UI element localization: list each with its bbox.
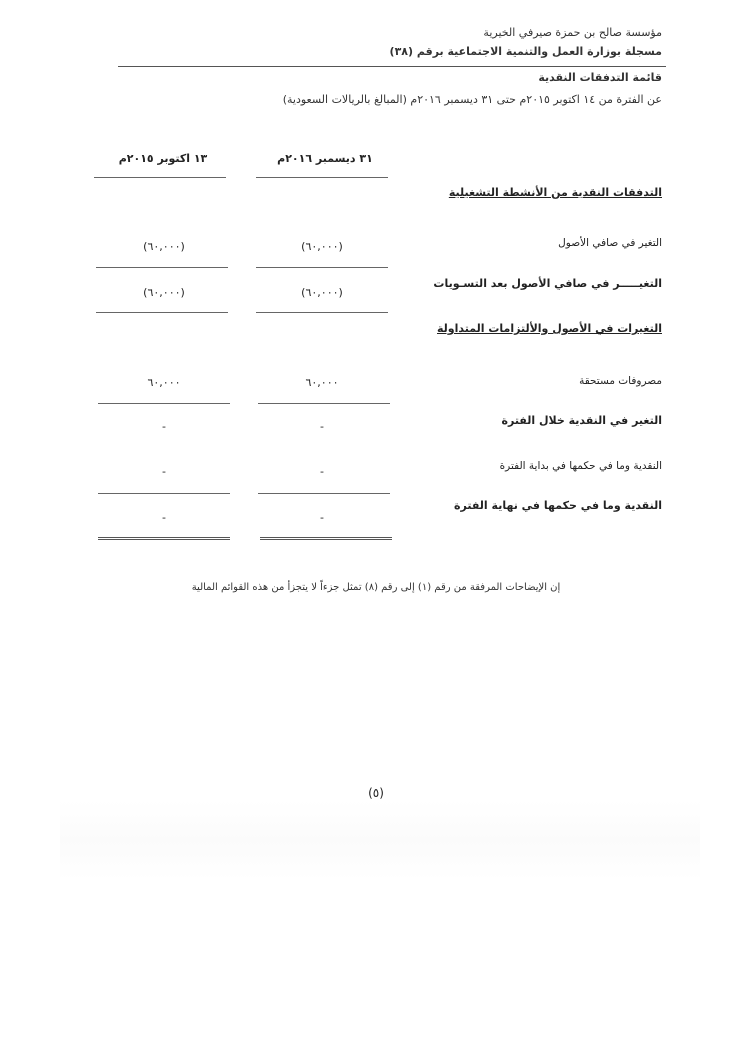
row-value-prior: (٦٠,٠٠٠): [143, 240, 185, 253]
row-value-prior: ٦٠,٠٠٠: [147, 376, 181, 389]
column-header-current: ٣١ ديسمبر ٢٠١٦م: [277, 152, 373, 165]
row-value-prior: (٦٠,٠٠٠): [143, 286, 185, 299]
row-value-current: ٦٠,٠٠٠: [305, 376, 339, 389]
column-header-underline: [256, 177, 388, 178]
column-header-prior: ١٣ اكتوبر ٢٠١٥م: [118, 152, 208, 165]
header-divider: [118, 66, 666, 67]
row-rule: [256, 267, 388, 268]
row-rule: [98, 493, 230, 494]
row-label: التغير في النقدية خلال الفترة: [501, 414, 662, 427]
row-label: التغيـــــر في صافي الأصول بعد التسـويات: [433, 277, 662, 290]
organization-name: مؤسسة صالح بن حمزة صيرفي الخيرية: [483, 26, 662, 39]
row-value-current: (٦٠,٠٠٠): [301, 240, 343, 253]
row-rule: [256, 312, 388, 313]
page-number: (٥): [368, 786, 384, 800]
period-line: عن الفترة من ١٤ اكتوبر ٢٠١٥م حتى ٣١ ديسمبر ٢٠١٦م (المبالغ بالريالات السعودية): [282, 93, 662, 106]
row-label: النقدية وما في حكمها في نهاية الفترة: [454, 499, 662, 512]
row-label: النقدية وما في حكمها في بداية الفترة: [499, 460, 662, 472]
row-rule: [258, 403, 390, 404]
row-value-prior: -: [162, 465, 166, 478]
row-label: مصروفات مستحقة: [579, 375, 662, 387]
total-double-rule: [98, 537, 230, 540]
column-header-underline: [94, 177, 226, 178]
row-label: التغير في صافي الأصول: [558, 237, 662, 249]
row-rule: [96, 312, 228, 313]
total-double-rule: [260, 537, 392, 540]
section-current-assets-liabilities: التغيرات في الأصول والألتزامات المتداولة: [437, 322, 662, 335]
row-value-prior: -: [162, 511, 166, 524]
row-value-current: (٦٠,٠٠٠): [301, 286, 343, 299]
row-rule: [96, 267, 228, 268]
row-value-current: -: [320, 465, 324, 478]
row-value-current: -: [320, 420, 324, 433]
statement-title: قائمة التدفقات النقدية: [538, 71, 662, 84]
row-rule: [98, 403, 230, 404]
row-value-current: -: [320, 511, 324, 524]
section-operating-activities: التدفقات النقدية من الأنشطة التشغيلية: [448, 186, 662, 199]
row-value-prior: -: [162, 420, 166, 433]
registration-line: مسجلة بوزارة العمل والتنمية الاجتماعية برقم (٣٨): [389, 45, 662, 58]
row-rule: [258, 493, 390, 494]
scan-shading: [60, 800, 700, 880]
notes-footnote: إن الإيضاحات المرفقة من رقم (١) إلى رقم (٨) تمثل جزءاً لا يتجزأ من هذه القوائم المالية: [191, 582, 561, 593]
